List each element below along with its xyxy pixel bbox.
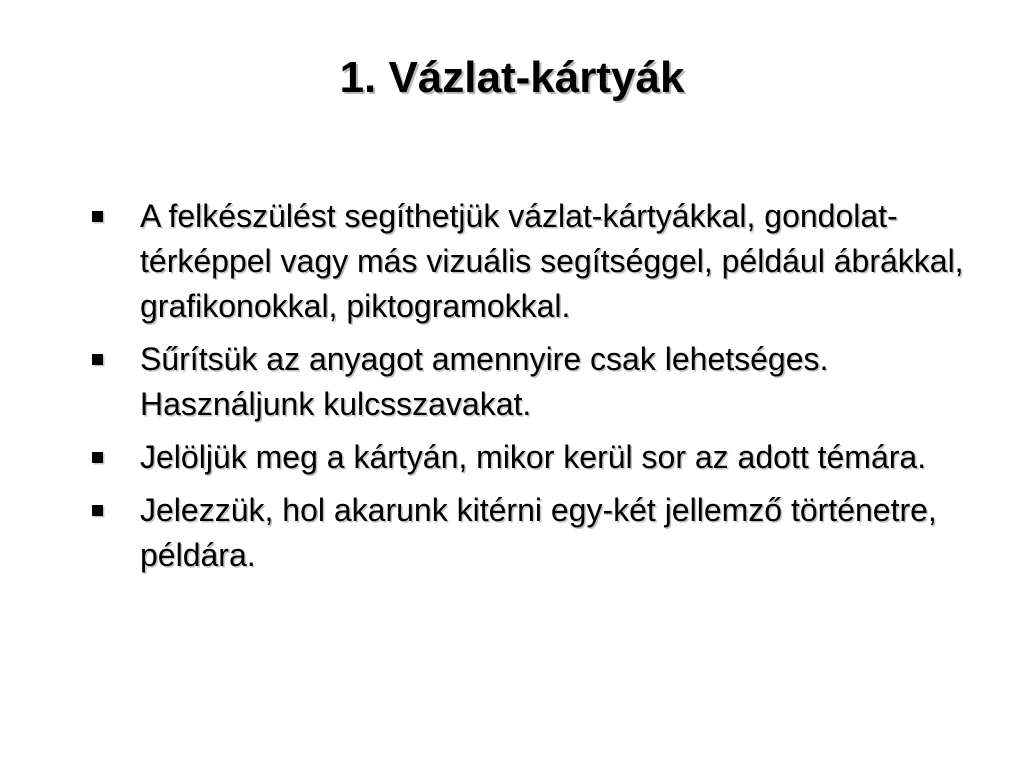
- bullet-text: Sűrítsük az anyagot amennyire csak lehetséges. Használjunk kulcsszavakat.: [140, 341, 829, 422]
- bullet-item: [88, 488, 1008, 578]
- bullet-item: [88, 435, 1008, 480]
- square-bullet-icon: [92, 211, 103, 222]
- square-bullet-icon: [92, 354, 103, 365]
- bullet-list: [88, 194, 1008, 586]
- bullet-text: Jelöljük meg a kártyán, mikor kerül sor az adott témára.: [140, 439, 927, 475]
- bullet-text: A felkészülést segíthetjük vázlat-kártyákkal, gondolat-térképpel vagy más vizuális segítséggel, például ábrákkal, grafikonokkal, piktogramokkal.: [140, 198, 964, 324]
- square-bullet-icon: [92, 505, 103, 516]
- bullet-text: Jelezzük, hol akarunk kitérni egy-két jellemző történetre, példára.: [140, 492, 937, 573]
- square-bullet-icon: [92, 452, 103, 463]
- slide-title: 1. Vázlat-kártyák: [339, 53, 685, 102]
- bullet-item: [88, 337, 1008, 427]
- bullet-item: [88, 194, 1008, 329]
